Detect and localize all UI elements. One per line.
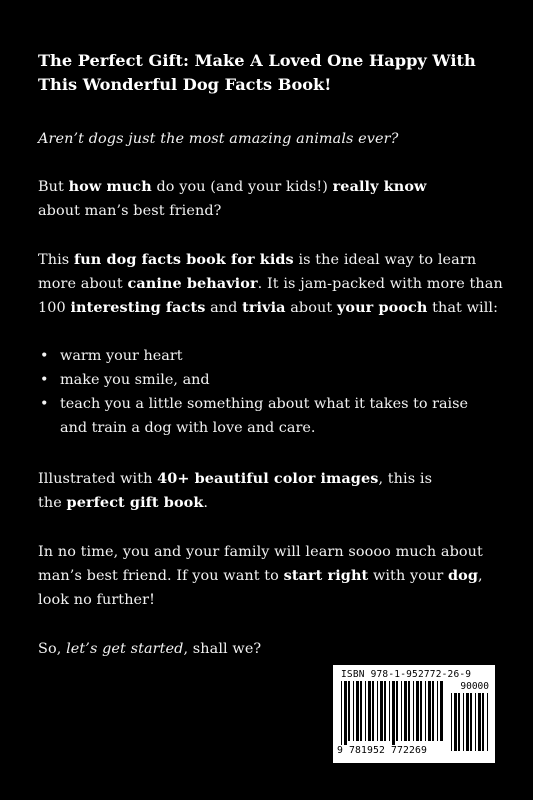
text-span: with your: [368, 568, 449, 584]
barcode-bar: [420, 681, 422, 741]
barcode-bar: [463, 693, 464, 751]
barcode-bar: [372, 681, 374, 741]
text-span: But: [38, 179, 69, 195]
barcode-bar: [432, 681, 434, 741]
barcode-bar: [466, 693, 469, 751]
barcode-bar: [487, 693, 488, 751]
barcode-bar: [341, 681, 342, 745]
list-item: • make you smile, and: [38, 368, 508, 392]
bold-span: start right: [283, 567, 369, 584]
barcode-bar: [458, 693, 460, 751]
text-span: do you (and your kids!): [151, 179, 333, 195]
barcode-bar: [348, 681, 350, 741]
headline-line-1: The Perfect Gift: Make A Loved One Happy With: [38, 51, 476, 70]
bold-span: really know: [332, 178, 427, 195]
text-span: that will:: [427, 300, 499, 316]
bold-span: how much: [68, 178, 152, 195]
barcode-bar: [454, 693, 457, 751]
barcode-bar: [384, 681, 386, 741]
text-span: about man’s best friend?: [38, 203, 222, 219]
text-span: Illustrated with: [38, 471, 158, 487]
intro-question-text: Aren’t dogs just the most amazing animals ever?: [38, 131, 399, 147]
barcode-bar: [401, 681, 402, 741]
barcode-bar: [344, 681, 347, 745]
ean-digits: 9 781952 772269: [337, 745, 427, 756]
text-span: . It is jam-packed with more than 100: [38, 276, 503, 316]
text-span: This: [38, 252, 74, 268]
barcode-bar: [408, 681, 410, 741]
paragraph-get-started: [38, 637, 298, 661]
barcode-bar: [475, 693, 476, 751]
bold-span: fun dog facts book for kids: [73, 251, 294, 268]
bold-span: 40+ beautiful color images: [157, 470, 379, 487]
headline-line-2: This Wonderful Dog Facts Book!: [38, 75, 332, 94]
text-span: So,: [38, 641, 67, 657]
barcode-bar: [365, 681, 366, 741]
bold-span: perfect gift book: [66, 494, 204, 511]
barcode-bar: [396, 681, 398, 741]
barcode-bar: [360, 681, 362, 741]
text-span: , this is the: [38, 471, 433, 511]
benefits-list: [38, 344, 508, 440]
barcode-bar: [380, 681, 383, 741]
barcode-bar: [353, 681, 354, 741]
paragraph-book-description: [38, 248, 518, 320]
barcode-bar: [451, 693, 452, 751]
barcode-bar: [392, 681, 395, 745]
text-span: is the ideal way to learn more about: [38, 252, 477, 292]
barcode-bar: [440, 681, 443, 741]
barcode-bar: [389, 681, 390, 741]
barcode-bar: [404, 681, 407, 741]
italic-span: let’s get started: [66, 641, 184, 657]
paragraph-how-much: [38, 175, 468, 223]
headline: [38, 49, 513, 97]
addon-barcode-bars: [451, 693, 489, 755]
text-span: and: [205, 300, 243, 316]
barcode-bar: [470, 693, 472, 751]
price-code: 90000: [460, 681, 489, 692]
bold-span: dog: [448, 567, 479, 584]
barcode-bar: [413, 681, 414, 741]
text-span: In no time, you and your family will learn soooo much about man’s best friend. If you want to: [38, 544, 483, 584]
paragraph-no-time: [38, 540, 508, 612]
paragraph-illustrated: [38, 467, 448, 515]
barcode-bar: [437, 681, 438, 741]
bold-span: interesting facts: [70, 299, 206, 316]
ean-barcode-bars: [341, 681, 445, 745]
barcode-bar: [478, 693, 481, 751]
list-item: • teach you a little something about what it takes to raise and train a dog with love and care.: [38, 392, 470, 440]
barcode-bar: [416, 681, 419, 741]
list-item: • warm your heart: [38, 344, 508, 368]
barcode-bar: [428, 681, 431, 741]
isbn-label: ISBN 978-1-952772-26-9: [341, 669, 472, 680]
bold-span: canine behavior: [127, 275, 258, 292]
barcode-bar: [425, 681, 426, 741]
bold-span: your pooch: [336, 299, 428, 316]
barcode-bar: [482, 693, 484, 751]
text-span: , look no further!: [38, 568, 483, 608]
barcode-bar: [377, 681, 378, 741]
text-span: .: [203, 495, 209, 511]
barcode-bar: [368, 681, 371, 741]
bold-span: trivia: [242, 299, 286, 316]
text-span: about: [285, 300, 337, 316]
barcode-bar: [356, 681, 359, 741]
isbn-barcode: [333, 665, 495, 763]
text-span: , shall we?: [183, 641, 262, 657]
intro-question: [38, 127, 508, 151]
